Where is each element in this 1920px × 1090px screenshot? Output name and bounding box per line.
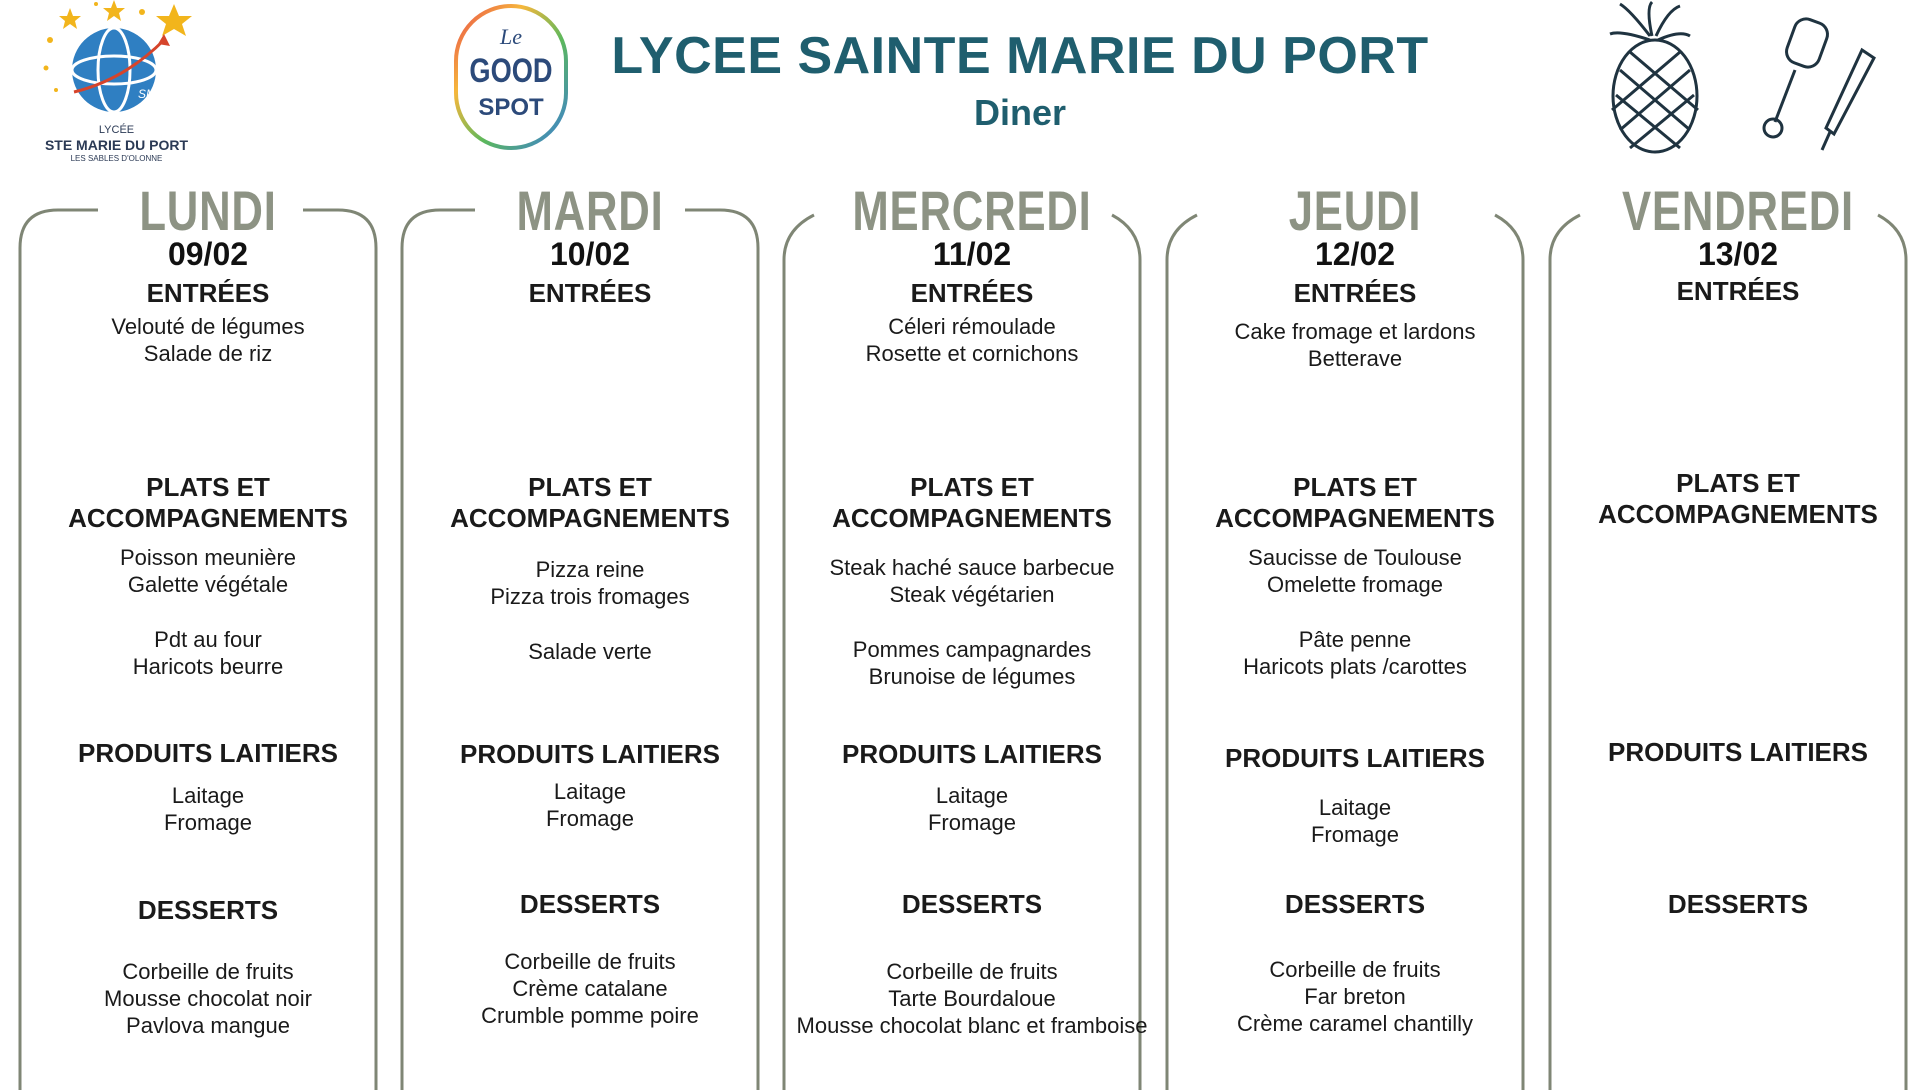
day-date: 13/02 <box>1697 236 1779 272</box>
school-logo <box>34 0 199 165</box>
menu-item: Pdt au four <box>154 627 262 652</box>
menu-item: Betterave <box>1307 346 1403 371</box>
menu-item: Crumble pomme poire <box>481 1003 699 1028</box>
menu-item: Pizza trois fromages <box>490 584 690 609</box>
day-name: JEUDI <box>1288 179 1422 242</box>
day-column-mercredi <box>782 160 1162 1090</box>
desserts-list <box>400 948 780 1029</box>
day-date: 11/02 <box>932 236 1012 272</box>
menu-item: Haricots beurre <box>132 654 284 679</box>
mains-list <box>782 554 1162 690</box>
dairy-list <box>782 782 1162 836</box>
section-desserts: DESSERTS <box>519 889 661 919</box>
dairy-list <box>18 782 398 836</box>
menu-item: Pizza reine <box>535 557 645 582</box>
menu-item: Laitage <box>553 779 627 804</box>
menu-item: Cake fromage et lardons <box>1234 319 1476 344</box>
dairy-list <box>1165 794 1545 848</box>
section-starters: ENTRÉES <box>910 278 1034 308</box>
menu-item: Corbeille de fruits <box>122 959 294 984</box>
day-date: 09/02 <box>167 236 249 272</box>
day-name: MARDI <box>516 179 664 242</box>
menu-item: Fromage <box>163 810 253 835</box>
pineapple-utensils-icon <box>1590 0 1880 160</box>
menu-item: Pavlova mangue <box>126 1013 290 1038</box>
menu-item: Pommes campagnardes <box>852 637 1092 662</box>
menu-item: Pâte penne <box>1298 627 1412 652</box>
section-desserts: DESSERTS <box>1667 889 1809 919</box>
menu-item: Corbeille de fruits <box>1269 957 1441 982</box>
menu-item: Brunoise de légumes <box>868 664 1076 689</box>
section-starters: ENTRÉES <box>1293 278 1417 308</box>
school-logo-line3: LES SABLES D'OLONNE <box>70 154 163 163</box>
school-globe-icon <box>34 0 199 120</box>
spot-logo-good: GOOD <box>469 52 553 90</box>
menu-item: Omelette fromage <box>1266 572 1444 597</box>
starters-list <box>18 313 398 367</box>
spot-logo-spot: SPOT <box>478 94 544 121</box>
menu-item: Fromage <box>545 806 635 831</box>
menu-item: Corbeille de fruits <box>886 959 1058 984</box>
section-dairy: PRODUITS LAITIERS <box>1607 737 1868 767</box>
menu-item: Crème catalane <box>512 976 668 1001</box>
menu-item: Salade verte <box>528 639 652 664</box>
menu-item: Crème caramel chantilly <box>1237 1011 1473 1036</box>
section-starters: ENTRÉES <box>146 278 270 308</box>
day-name: LUNDI <box>139 179 277 242</box>
dairy-list <box>400 778 780 832</box>
day-column-mardi <box>400 160 780 1090</box>
section-mains: PLATS ET ACCOMPAGNEMENTS <box>1598 468 1878 529</box>
section-dairy: PRODUITS LAITIERS <box>77 738 338 768</box>
starters-list <box>1165 318 1545 372</box>
menu-item: Rosette et cornichons <box>865 341 1079 366</box>
menu-item: Saucisse de Toulouse <box>1248 545 1462 570</box>
day-date: 10/02 <box>549 236 631 272</box>
section-desserts: DESSERTS <box>1284 889 1426 919</box>
menu-item: Corbeille de fruits <box>504 949 676 974</box>
menu-item: Steak végétarien <box>889 582 1055 607</box>
menu-item: Steak haché sauce barbecue <box>829 555 1115 580</box>
menu-item: Mousse chocolat noir <box>104 986 312 1011</box>
menu-item: Tarte Bourdaloue <box>888 986 1056 1011</box>
starters-list <box>782 313 1162 367</box>
menu-item: Laitage <box>1318 795 1392 820</box>
menu-item: Velouté de légumes <box>111 314 305 339</box>
svg-text:SMP: SMP <box>138 87 165 101</box>
mains-list <box>1165 544 1545 680</box>
desserts-list <box>18 958 398 1039</box>
menu-item: Céleri rémoulade <box>888 314 1056 339</box>
mains-list <box>18 544 398 680</box>
menu-item: Haricots plats /carottes <box>1243 654 1467 679</box>
day-column-jeudi <box>1165 160 1545 1090</box>
school-logo-line2: STE MARIE DU PORT <box>44 137 189 153</box>
day-name: MERCREDI <box>852 179 1092 242</box>
section-desserts: DESSERTS <box>137 895 279 925</box>
menu-item: Laitage <box>171 783 245 808</box>
section-mains: PLATS ET ACCOMPAGNEMENTS <box>1215 472 1495 533</box>
section-mains: PLATS ET ACCOMPAGNEMENTS <box>450 472 730 533</box>
section-mains: PLATS ET ACCOMPAGNEMENTS <box>832 472 1112 533</box>
desserts-list <box>1165 956 1545 1037</box>
section-starters: ENTRÉES <box>1676 276 1800 306</box>
section-starters: ENTRÉES <box>528 278 652 308</box>
section-dairy: PRODUITS LAITIERS <box>459 739 720 769</box>
menu-item: Galette végétale <box>127 572 289 597</box>
menu-item: Far breton <box>1304 984 1406 1009</box>
menu-item: Fromage <box>1310 822 1400 847</box>
section-dairy: PRODUITS LAITIERS <box>841 739 1102 769</box>
menu-item: Fromage <box>927 810 1017 835</box>
page-subtitle: Diner <box>973 92 1067 133</box>
day-column-vendredi <box>1548 160 1920 1090</box>
section-desserts: DESSERTS <box>901 889 1043 919</box>
menu-item: Laitage <box>935 783 1009 808</box>
spot-logo-le: Le <box>500 24 522 49</box>
day-column-lundi <box>18 160 398 1090</box>
desserts-list <box>782 958 1162 1039</box>
mains-list <box>400 556 780 665</box>
section-dairy: PRODUITS LAITIERS <box>1224 743 1485 773</box>
day-name: VENDREDI <box>1622 179 1854 242</box>
section-mains: PLATS ET ACCOMPAGNEMENTS <box>68 472 348 533</box>
school-logo-line1: LYCÉE <box>98 124 135 136</box>
page-title: LYCEE SAINTE MARIE DU PORT <box>611 27 1429 85</box>
menu-item: Poisson meunière <box>119 545 297 570</box>
menu-item: Salade de riz <box>143 341 273 366</box>
day-date: 12/02 <box>1314 236 1396 272</box>
menu-item: Mousse chocolat blanc et framboise <box>796 1013 1148 1038</box>
